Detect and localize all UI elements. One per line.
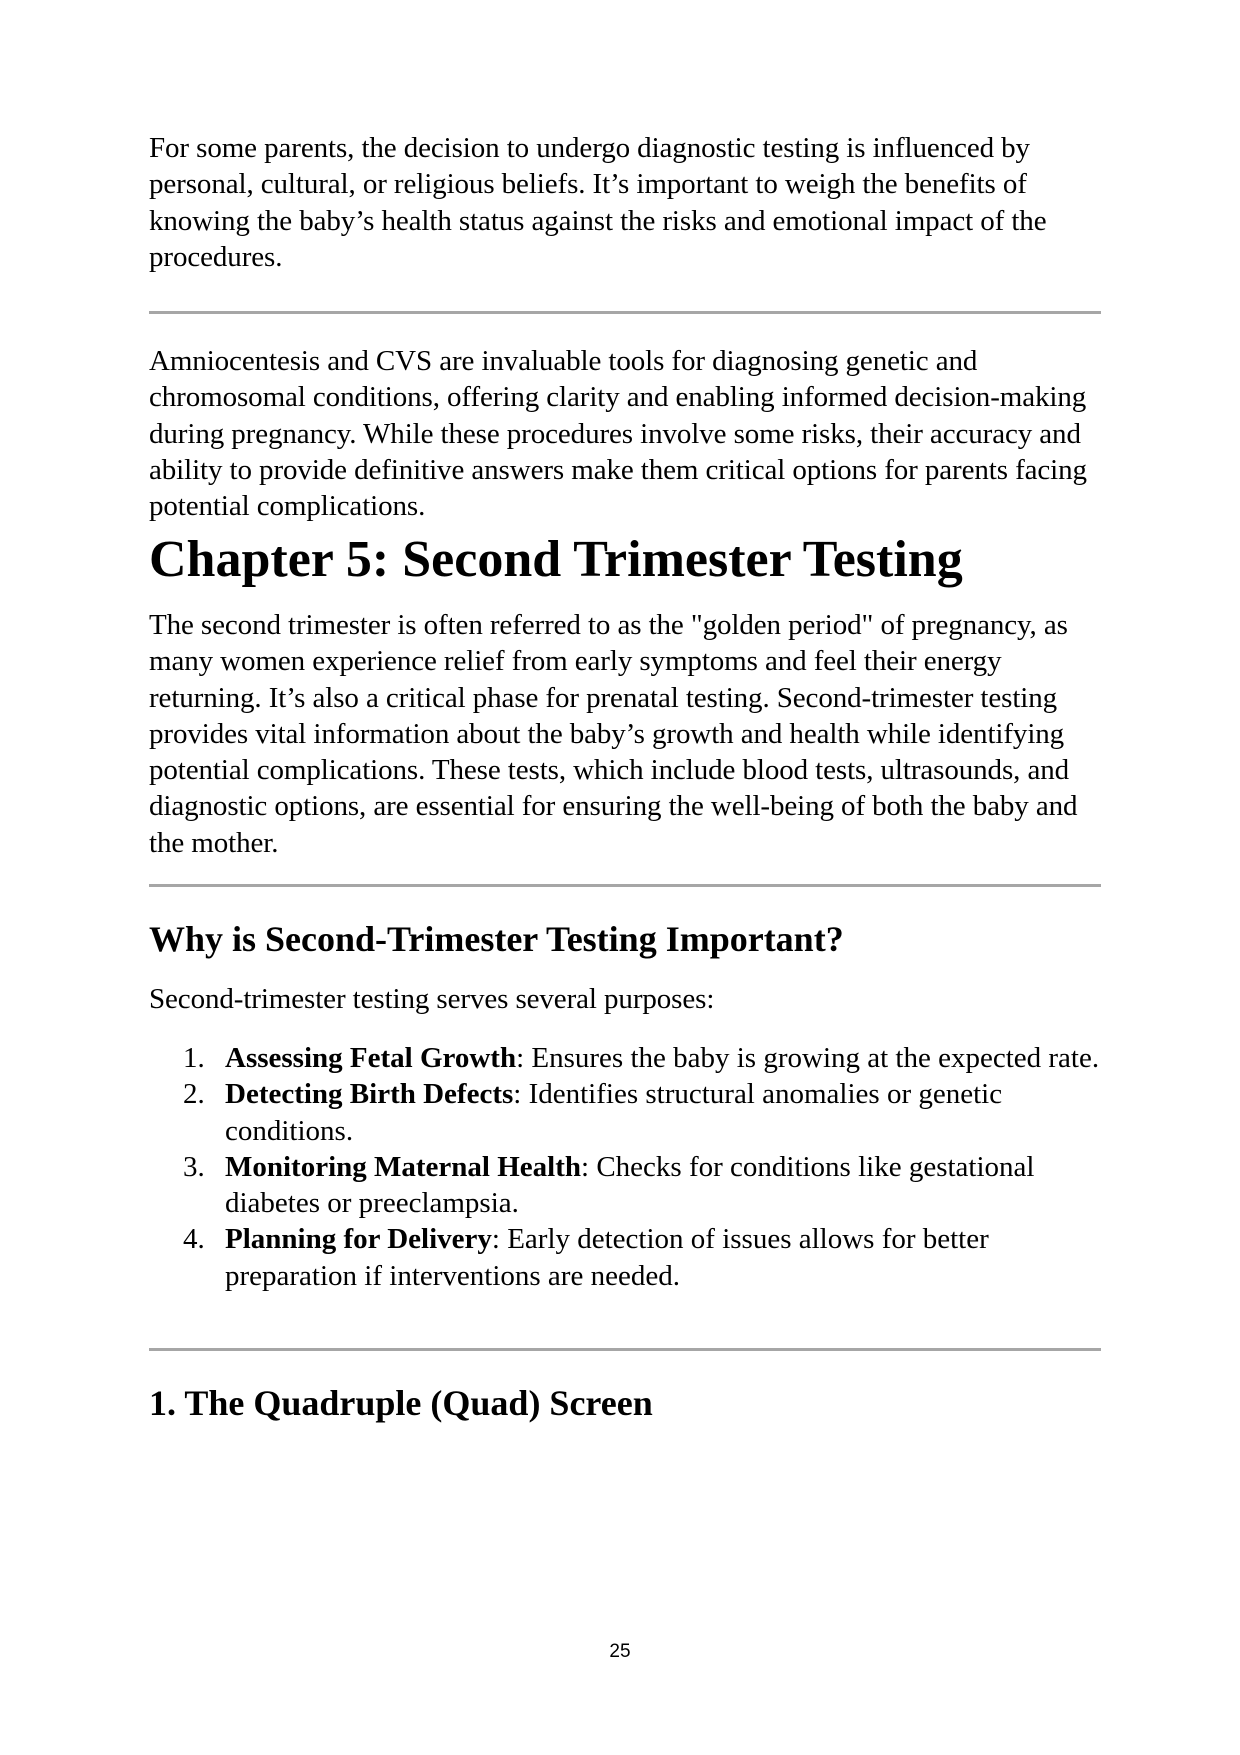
list-item	[149, 1076, 1101, 1149]
list-item	[149, 1040, 1101, 1076]
section-divider	[149, 1348, 1101, 1351]
section-divider	[149, 311, 1101, 314]
list-item-term: Monitoring Maternal Health	[225, 1150, 582, 1183]
list-item-number: 1.	[183, 1042, 205, 1074]
list-item-term: Detecting Birth Defects	[225, 1078, 514, 1111]
list-item-description: : Identifies structural anomalies or genetic conditions.	[225, 1078, 1003, 1147]
chapter-title: Chapter 5: Second Trimester Testing	[149, 531, 963, 588]
heading-why-important: Why is Second-Trimester Testing Important?	[149, 919, 844, 959]
list-item-number: 3.	[183, 1150, 205, 1183]
list-item	[149, 1149, 1101, 1222]
list-item-term: Planning for Delivery	[225, 1223, 492, 1256]
list-item-number: 4.	[183, 1223, 205, 1256]
list-item-term: Assessing Fetal Growth	[225, 1042, 517, 1074]
page-number: 25	[609, 1641, 631, 1662]
paragraph-amnio-summary: Amniocentesis and CVS are invaluable tools for diagnosing genetic and chromosomal conditions, offering clarity and enabling informed decision-making during pregnancy. While these procedures involve some risks, their accuracy and ability to provide definitive answers make them critical options for parents facing potential complications.	[149, 345, 1087, 523]
paragraph-purposes-lead: Second-trimester testing serves several purposes:	[149, 983, 715, 1015]
purposes-list	[149, 1040, 1101, 1294]
list-item-description: : Checks for conditions like gestational diabetes or preeclampsia.	[225, 1150, 1035, 1220]
paragraph-beliefs: For some parents, the decision to undergo diagnostic testing is influenced by personal, cultural, or religious beliefs. It’s important to weigh the benefits of knowing the baby’s health status against the risks and emotional impact of the procedures.	[149, 132, 1047, 273]
list-item-description: : Ensures the baby is growing at the expected rate.	[516, 1042, 1100, 1074]
list-item-number: 2.	[183, 1078, 205, 1111]
heading-quad-screen: 1. The Quadruple (Quad) Screen	[149, 1383, 653, 1423]
paragraph-chapter-intro: The second trimester is often referred to as the "golden period" of pregnancy, as many women experience relief from early symptoms and feel their energy returning. It’s also a critical phase for prenatal testing. Second-trimester testing provides vital information about the baby’s growth and health while identifying potential complications. These tests, which include blood tests, ultrasounds, and diagnostic options, are essential for ensuring the well-being of both the baby and the mother.	[149, 609, 1078, 859]
list-item-description: : Early detection of issues allows for better preparation if interventions are needed.	[225, 1223, 989, 1292]
section-divider	[149, 884, 1101, 887]
list-item	[149, 1221, 1101, 1294]
